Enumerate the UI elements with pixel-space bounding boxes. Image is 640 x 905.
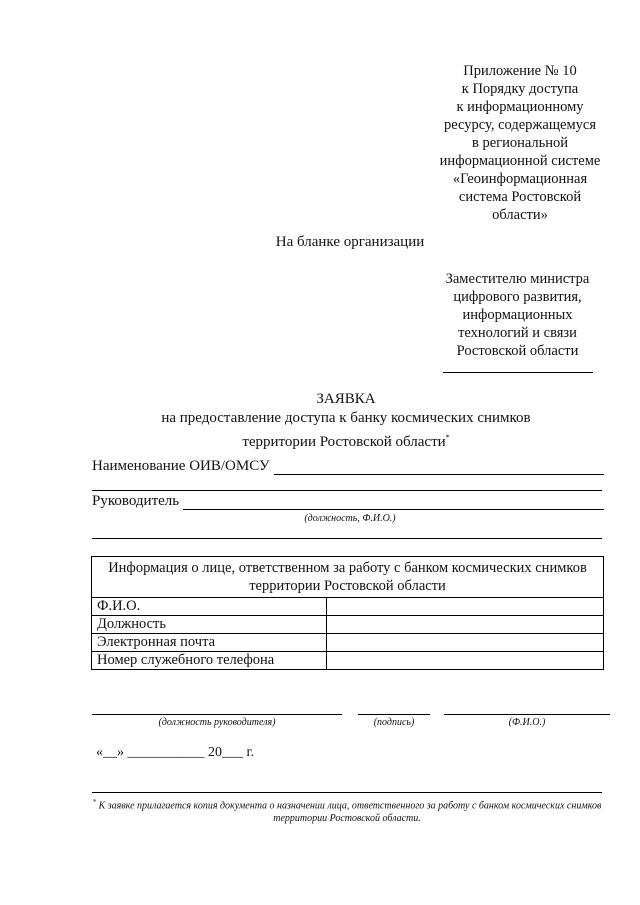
- table-row: [92, 598, 604, 616]
- title-line-2: [90, 428, 602, 452]
- row-value-email[interactable]: [327, 634, 604, 652]
- footnote-mark: *: [92, 798, 97, 806]
- row-value-position[interactable]: [327, 616, 604, 634]
- date-line: «__» ___________ 20___ г.: [96, 745, 255, 760]
- addressee-line: Ростовской области: [456, 343, 579, 359]
- appendix-line: к информационному: [456, 99, 584, 115]
- addressee-block: [430, 270, 605, 360]
- row-value-phone[interactable]: [327, 652, 604, 670]
- row-label-position: Должность: [92, 616, 327, 634]
- footnote-divider: [92, 792, 602, 793]
- appendix-line: области»: [492, 207, 548, 223]
- table-header: Информация о лице, ответственном за работу с банком космических снимков территории Ростовской области: [92, 557, 604, 598]
- head-label: Руководитель: [92, 493, 180, 509]
- org-name-continuation-line[interactable]: [92, 490, 602, 491]
- row-label-fio: Ф.И.О.: [92, 598, 327, 616]
- letterhead-note: На бланке организации: [275, 234, 425, 250]
- name-signature-line[interactable]: [444, 714, 610, 715]
- footnote: [92, 796, 602, 825]
- appendix-line: Приложение № 10: [463, 63, 577, 79]
- appendix-line: к Порядку доступа: [461, 81, 579, 97]
- appendix-line: «Геоинформационная: [452, 171, 588, 187]
- table-row: [92, 652, 604, 670]
- row-value-fio[interactable]: [327, 598, 604, 616]
- table-row: [92, 634, 604, 652]
- addressee-line: информационных: [462, 307, 573, 323]
- row-label-email: Электронная почта: [92, 634, 327, 652]
- table-row: [92, 616, 604, 634]
- row-label-phone: Номер служебного телефона: [92, 652, 327, 670]
- org-name-field: [92, 458, 604, 475]
- head-position-hint: (должность руководителя): [158, 717, 276, 728]
- appendix-reference: [420, 62, 620, 224]
- signature-line[interactable]: [358, 714, 430, 715]
- signature-hint: (подпись): [373, 717, 415, 728]
- head-field: [92, 493, 604, 510]
- appendix-line: в региональной: [471, 135, 569, 151]
- appendix-line: система Ростовской: [458, 189, 582, 205]
- name-hint: (Ф.И.О.): [508, 717, 546, 728]
- head-continuation-line[interactable]: [92, 538, 602, 539]
- title-line-2-text: территории Ростовской области: [242, 434, 446, 450]
- footnote-mark: *: [445, 433, 450, 442]
- footnote-text: К заявке прилагается копия документа о назначении лица, ответственного за работу с банком космических снимков территории Ростовской области.: [98, 800, 602, 825]
- addressee-line: цифрового развития,: [453, 289, 582, 305]
- head-position-signature-line[interactable]: [92, 714, 342, 715]
- document-title: [90, 390, 602, 452]
- org-name-label: Наименование ОИВ/ОМСУ: [92, 458, 270, 474]
- addressee-line: Заместителю министра: [445, 271, 590, 287]
- head-input-line[interactable]: [183, 495, 604, 510]
- responsible-person-table: [91, 556, 604, 670]
- title-line-1: на предоставление доступа к банку космических снимков: [161, 410, 531, 426]
- head-hint: (должность, Ф.И.О.): [304, 513, 396, 524]
- appendix-line: информационной системе: [439, 153, 601, 169]
- appendix-line: ресурсу, содержащемуся: [443, 117, 596, 133]
- table-header-row: [92, 557, 604, 598]
- org-name-input-line[interactable]: [274, 460, 604, 475]
- addressee-name-line: [443, 372, 593, 373]
- addressee-line: технологий и связи: [458, 325, 577, 341]
- title-heading: ЗАЯВКА: [316, 391, 376, 407]
